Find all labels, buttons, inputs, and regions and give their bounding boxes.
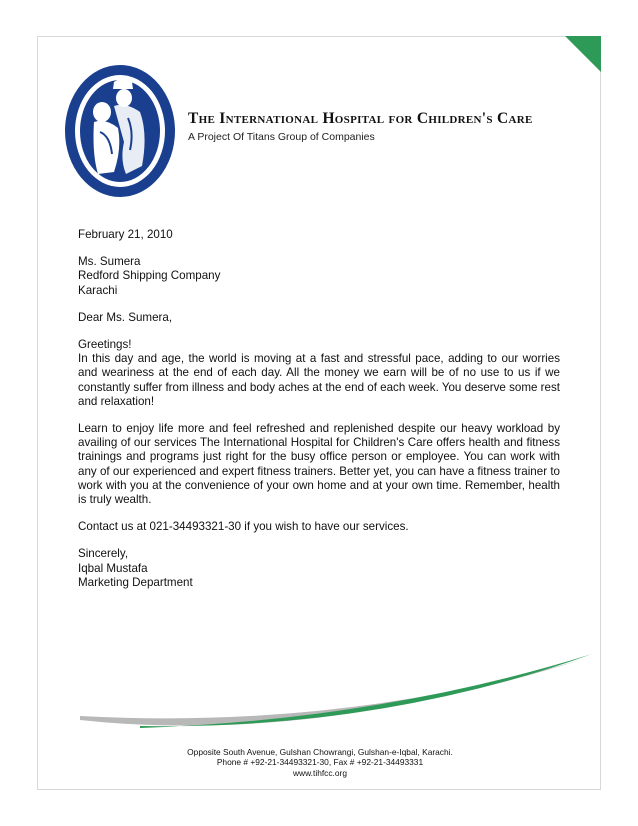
paragraph-2: Learn to enjoy life more and feel refreshed and replenished despite our heavy workload by availing of our services The International Hospital for Children's Care offers health and fitness trainings and programs just right for the busy office person or employee. You can work with any of our experienced and expert fitness trainers. Better yet, you can have a fitness trainer to work with you at the convenience of your own home and at your own time. Remember, health is truly wealth. xyxy=(78,422,560,507)
signer-department: Marketing Department xyxy=(78,575,193,589)
recipient-company: Redford Shipping Company xyxy=(78,269,221,283)
decorative-swoosh xyxy=(80,650,600,740)
footer-address: Opposite South Avenue, Gulshan Chowrangi, Gulshan-e-Iqbal, Karachi. xyxy=(187,747,453,757)
contact-line: Contact us at 021-34493321-30 if you wish to have our services. xyxy=(78,520,409,534)
recipient-city: Karachi xyxy=(78,283,118,297)
hospital-logo-icon xyxy=(62,62,178,200)
closing: Sincerely, xyxy=(78,547,129,561)
signer-name: Iqbal Mustafa xyxy=(78,561,148,575)
letter-date: February 21, 2010 xyxy=(78,228,173,241)
recipient-name: Ms. Sumera xyxy=(78,255,141,269)
corner-accent xyxy=(565,36,601,72)
organization-title: The International Hospital for Children's Care xyxy=(188,110,533,127)
footer xyxy=(120,747,520,778)
salutation: Dear Ms. Sumera, xyxy=(78,310,173,324)
paragraph-1: In this day and age, the world is moving at a fast and stressful pace, adding to our worries and weariness at the end of each day. All the money we earn will be of no use to us if we constantly suffer from illness and body aches at the end of each week. You deserve some rest and relaxation! xyxy=(78,352,560,408)
footer-website[interactable]: www.tihfcc.org xyxy=(293,767,347,778)
greeting: Greetings! xyxy=(78,338,132,352)
letter-body xyxy=(78,228,560,590)
footer-phone: Phone # +92-21-34493321-30, Fax # +92-21-34493331 xyxy=(216,757,424,768)
organization-subtitle: A Project Of Titans Group of Companies xyxy=(188,131,375,143)
